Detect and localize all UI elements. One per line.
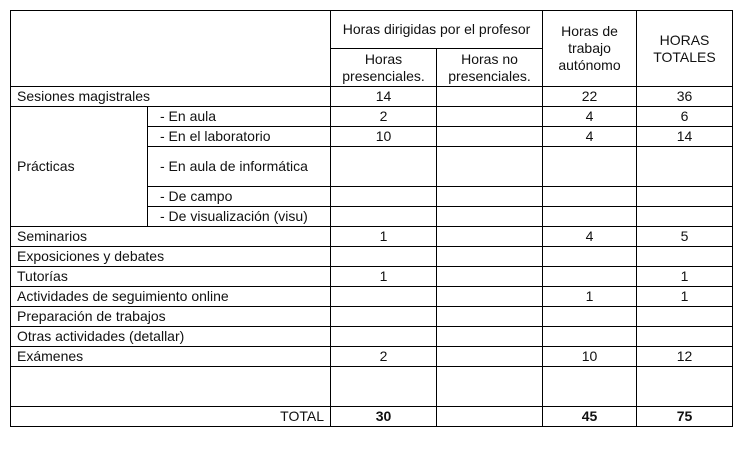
row-label: - De visualización (visu) [148, 207, 331, 227]
cell-non-presential [437, 107, 543, 127]
cell-presential: 2 [331, 347, 437, 367]
cell-non-presential [437, 87, 543, 107]
cell-presential [331, 327, 437, 347]
table-row [11, 267, 733, 287]
header-presential: Horas presenciales. [331, 49, 437, 87]
cell-non-presential [437, 127, 543, 147]
cell-autonomous [543, 207, 637, 227]
row-label: Exposiciones y debates [11, 247, 331, 267]
cell-presential [331, 147, 437, 187]
cell-presential [331, 247, 437, 267]
cell-non-presential [437, 327, 543, 347]
cell-presential [331, 287, 437, 307]
row-label: Exámenes [11, 347, 331, 367]
header-teacher-hours: Horas dirigidas por el profesor [331, 11, 543, 49]
cell-total: 12 [637, 347, 733, 367]
cell-total [637, 327, 733, 347]
cell-presential: 1 [331, 267, 437, 287]
header-non-presential: Horas no presenciales. [437, 49, 543, 87]
cell-total: 1 [637, 287, 733, 307]
cell-total: 5 [637, 227, 733, 247]
cell-total [637, 247, 733, 267]
cell-non-presential [437, 307, 543, 327]
table-row [11, 227, 733, 247]
table-row [11, 347, 733, 367]
cell-autonomous [543, 247, 637, 267]
cell-total [637, 147, 733, 187]
row-label: Seminarios [11, 227, 331, 247]
row-label: - De campo [148, 187, 331, 207]
empty-cell [637, 367, 733, 407]
cell-autonomous [543, 267, 637, 287]
table-row [11, 107, 733, 127]
cell-total: 36 [637, 87, 733, 107]
cell-non-presential [437, 147, 543, 187]
cell-autonomous: 4 [543, 107, 637, 127]
cell-presential: 2 [331, 107, 437, 127]
practicas-label: Prácticas [11, 107, 148, 227]
cell-autonomous: 1 [543, 287, 637, 307]
cell-presential [331, 307, 437, 327]
cell-non-presential [437, 247, 543, 267]
cell-autonomous: 4 [543, 227, 637, 247]
cell-non-presential [437, 347, 543, 367]
cell-total: 6 [637, 107, 733, 127]
table-row [11, 247, 733, 267]
empty-row [11, 367, 733, 407]
cell-presential: 10 [331, 127, 437, 147]
header-empty-cell [11, 11, 331, 87]
cell-autonomous [543, 187, 637, 207]
empty-cell [331, 367, 437, 407]
cell-non-presential [437, 227, 543, 247]
row-label: - En aula de informática [148, 147, 331, 187]
cell-autonomous [543, 327, 637, 347]
cell-non-presential [437, 187, 543, 207]
cell-total [637, 307, 733, 327]
total-label: TOTAL [11, 407, 331, 427]
row-label: Otras actividades (detallar) [11, 327, 331, 347]
table-row [11, 307, 733, 327]
table-row [11, 287, 733, 307]
cell-presential: 14 [331, 87, 437, 107]
cell-presential [331, 187, 437, 207]
row-label: Sesiones magistrales [11, 87, 331, 107]
cell-autonomous [543, 307, 637, 327]
row-label: Preparación de trabajos [11, 307, 331, 327]
header-row [11, 11, 733, 49]
cell-autonomous: 10 [543, 347, 637, 367]
cell-total [637, 207, 733, 227]
header-autonomous-hours: Horas de trabajo autónomo [543, 11, 637, 87]
total-total: 75 [637, 407, 733, 427]
cell-total [637, 187, 733, 207]
row-label: - En el laboratorio [148, 127, 331, 147]
cell-total: 14 [637, 127, 733, 147]
cell-presential [331, 207, 437, 227]
header-total-hours: HORAS TOTALES [637, 11, 733, 87]
total-presential: 30 [331, 407, 437, 427]
cell-non-presential [437, 207, 543, 227]
row-label: - En aula [148, 107, 331, 127]
empty-cell [543, 367, 637, 407]
cell-non-presential [437, 267, 543, 287]
cell-total: 1 [637, 267, 733, 287]
cell-autonomous [543, 147, 637, 187]
empty-cell [437, 367, 543, 407]
cell-autonomous: 22 [543, 87, 637, 107]
hours-table [10, 10, 733, 427]
table-row [11, 327, 733, 347]
empty-cell [11, 367, 331, 407]
cell-non-presential [437, 287, 543, 307]
table-row [11, 87, 733, 107]
row-label: Actividades de seguimiento online [11, 287, 331, 307]
cell-autonomous: 4 [543, 127, 637, 147]
row-label: Tutorías [11, 267, 331, 287]
total-autonomous: 45 [543, 407, 637, 427]
total-non-presential [437, 407, 543, 427]
cell-presential: 1 [331, 227, 437, 247]
total-row [11, 407, 733, 427]
